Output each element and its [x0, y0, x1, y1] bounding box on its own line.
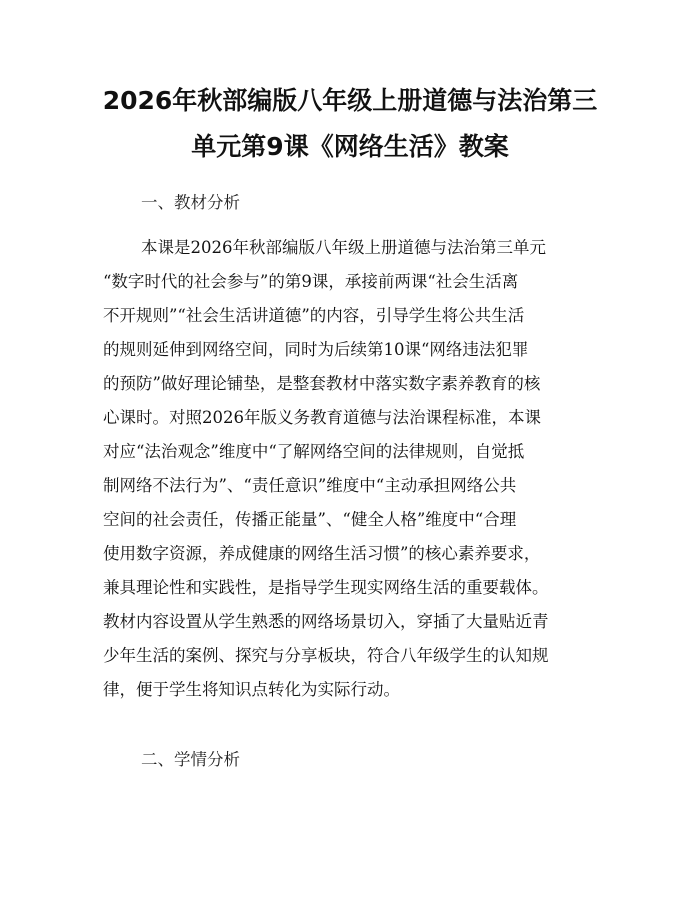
paragraph-line: 的规则延伸到网络空间，同时为后续第10课“网络违法犯罪 [103, 340, 529, 359]
paragraph-line: 不开规则”“社会生活讲道德”的内容，引导学生将公共生活 [103, 306, 525, 325]
paragraph-line: 律，便于学生将知识点转化为实际行动。 [103, 680, 400, 699]
paragraph-line: 制网络不法行为”、“责任意识”维度中“主动承担网络公共 [103, 476, 517, 495]
paragraph-line: 本课是2026年秋部编版八年级上册道德与法治第三单元 [141, 238, 546, 257]
paragraph-line: 兼具理论性和实践性，是指导学生现实网络生活的重要载体。 [103, 578, 549, 597]
section-heading-textbook-analysis: 一、教材分析 [141, 193, 240, 212]
document-title-line-1: 2026年秋部编版八年级上册道德与法治第三 [102, 86, 598, 115]
document-title-line-2: 单元第9课《网络生活》教案 [191, 132, 509, 161]
paragraph-line: 的预防”做好理论铺垫，是整套教材中落实数字素养教育的核 [103, 374, 541, 393]
paragraph-line: 对应“法治观念”维度中“了解网络空间的法律规则，自觉抵 [103, 442, 525, 461]
paragraph-line: 空间的社会责任，传播正能量”、“健全人格”维度中“合理 [103, 510, 517, 529]
section-heading-learner-analysis: 二、学情分析 [141, 750, 240, 769]
paragraph-line: 少年生活的案例、探究与分享板块，符合八年级学生的认知规 [103, 646, 549, 665]
paragraph-line: 使用数字资源，养成健康的网络生活习惯”的核心素养要求， [103, 544, 541, 563]
paragraph-line: “数字时代的社会参与”的第9课，承接前两课“社会生活离 [103, 272, 519, 291]
paragraph-line: 教材内容设置从学生熟悉的网络场景切入，穿插了大量贴近青 [103, 612, 549, 631]
paragraph-line: 心课时。对照2026年版义务教育道德与法治课程标准，本课 [103, 408, 541, 427]
